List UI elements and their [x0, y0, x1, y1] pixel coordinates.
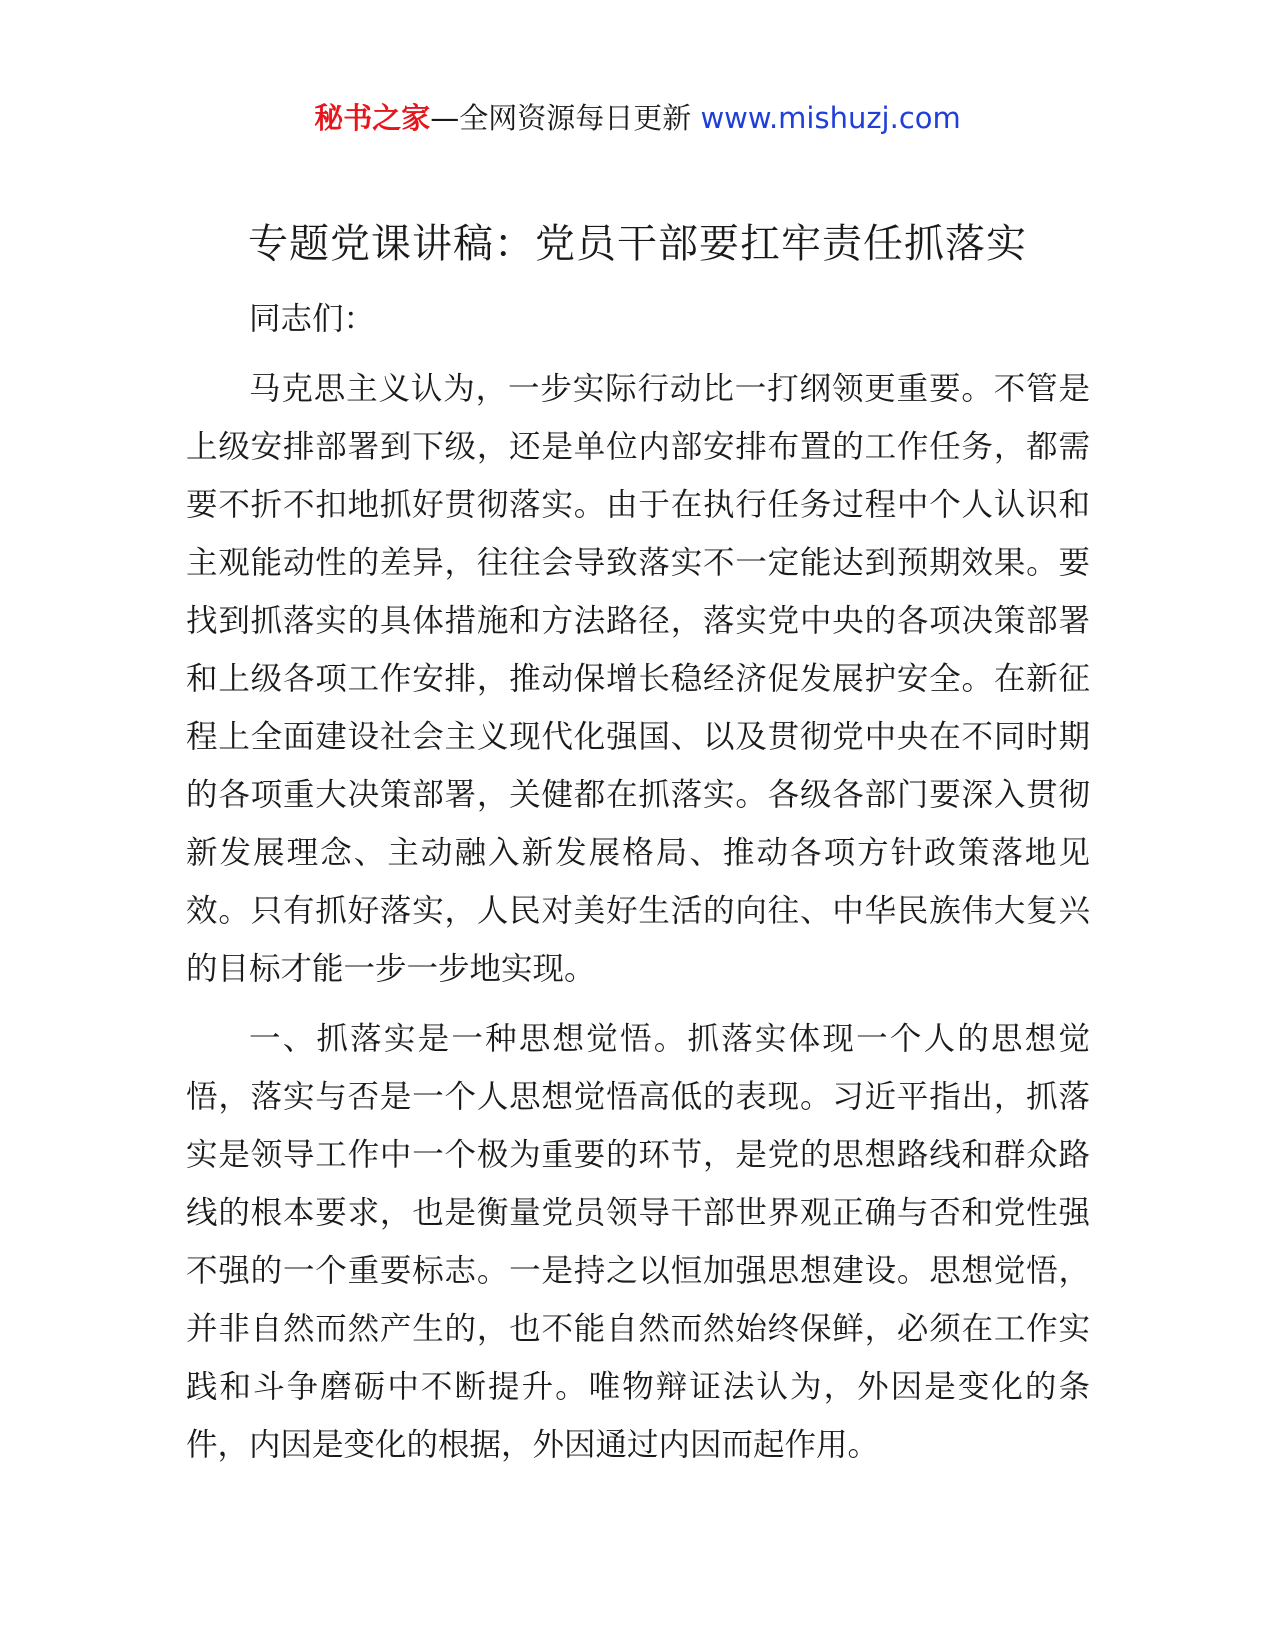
site-tagline: —全网资源每日更新 — [430, 101, 701, 135]
site-header — [0, 98, 1275, 138]
paragraph-1: 马克思主义认为，一步实际行动比一打纲领更重要。不管是上级安排部署到下级，还是单位内部安排布置的工作任务，都需要不折不扣地抓好贯彻落实。由于在执行任务过程中个人认识和主观能动性的差异，往往会导致落实不一定能达到预期效果。要找到抓落实的具体措施和方法路径，落实党中央的各项决策部署和上级各项工作安排，推动保增长稳经济促发展护安全。在新征程上全面建设社会主义现代化强国、以及贯彻党中央在不同时期的各项重大决策部署，关健都在抓落实。各级各部门要深入贯彻新发展理念、主动融入新发展格局、推动各项方针政策落地见效。只有抓好落实，人民对美好生活的向往、中华民族伟大复兴的目标才能一步一步地实现。 — [186, 371, 1090, 987]
document-body — [186, 290, 1090, 1486]
salutation: 同志们： — [249, 301, 376, 337]
document-title: 专题党课讲稿：党员干部要扛牢责任抓落实 — [248, 221, 1027, 267]
site-brand: 秘书之家 — [314, 101, 431, 135]
paragraph-2: 一、抓落实是一种思想觉悟。抓落实体现一个人的思想觉悟，落实与否是一个人思想觉悟高低的表现。习近平指出，抓落实是领导工作中一个极为重要的环节，是党的思想路线和群众路线的根本要求，也是衡量党员领导干部世界观正确与否和党性强不强的一个重要标志。一是持之以恒加强思想建设。思想觉悟，并非自然而然产生的，也不能自然而然始终保鲜，必须在工作实践和斗争磨砺中不断提升。唯物辩证法认为，外因是变化的条件，内因是变化的根据，外因通过内因而起作用。 — [186, 1021, 1090, 1463]
site-url-link[interactable]: www.mishuzj.com — [700, 101, 961, 135]
